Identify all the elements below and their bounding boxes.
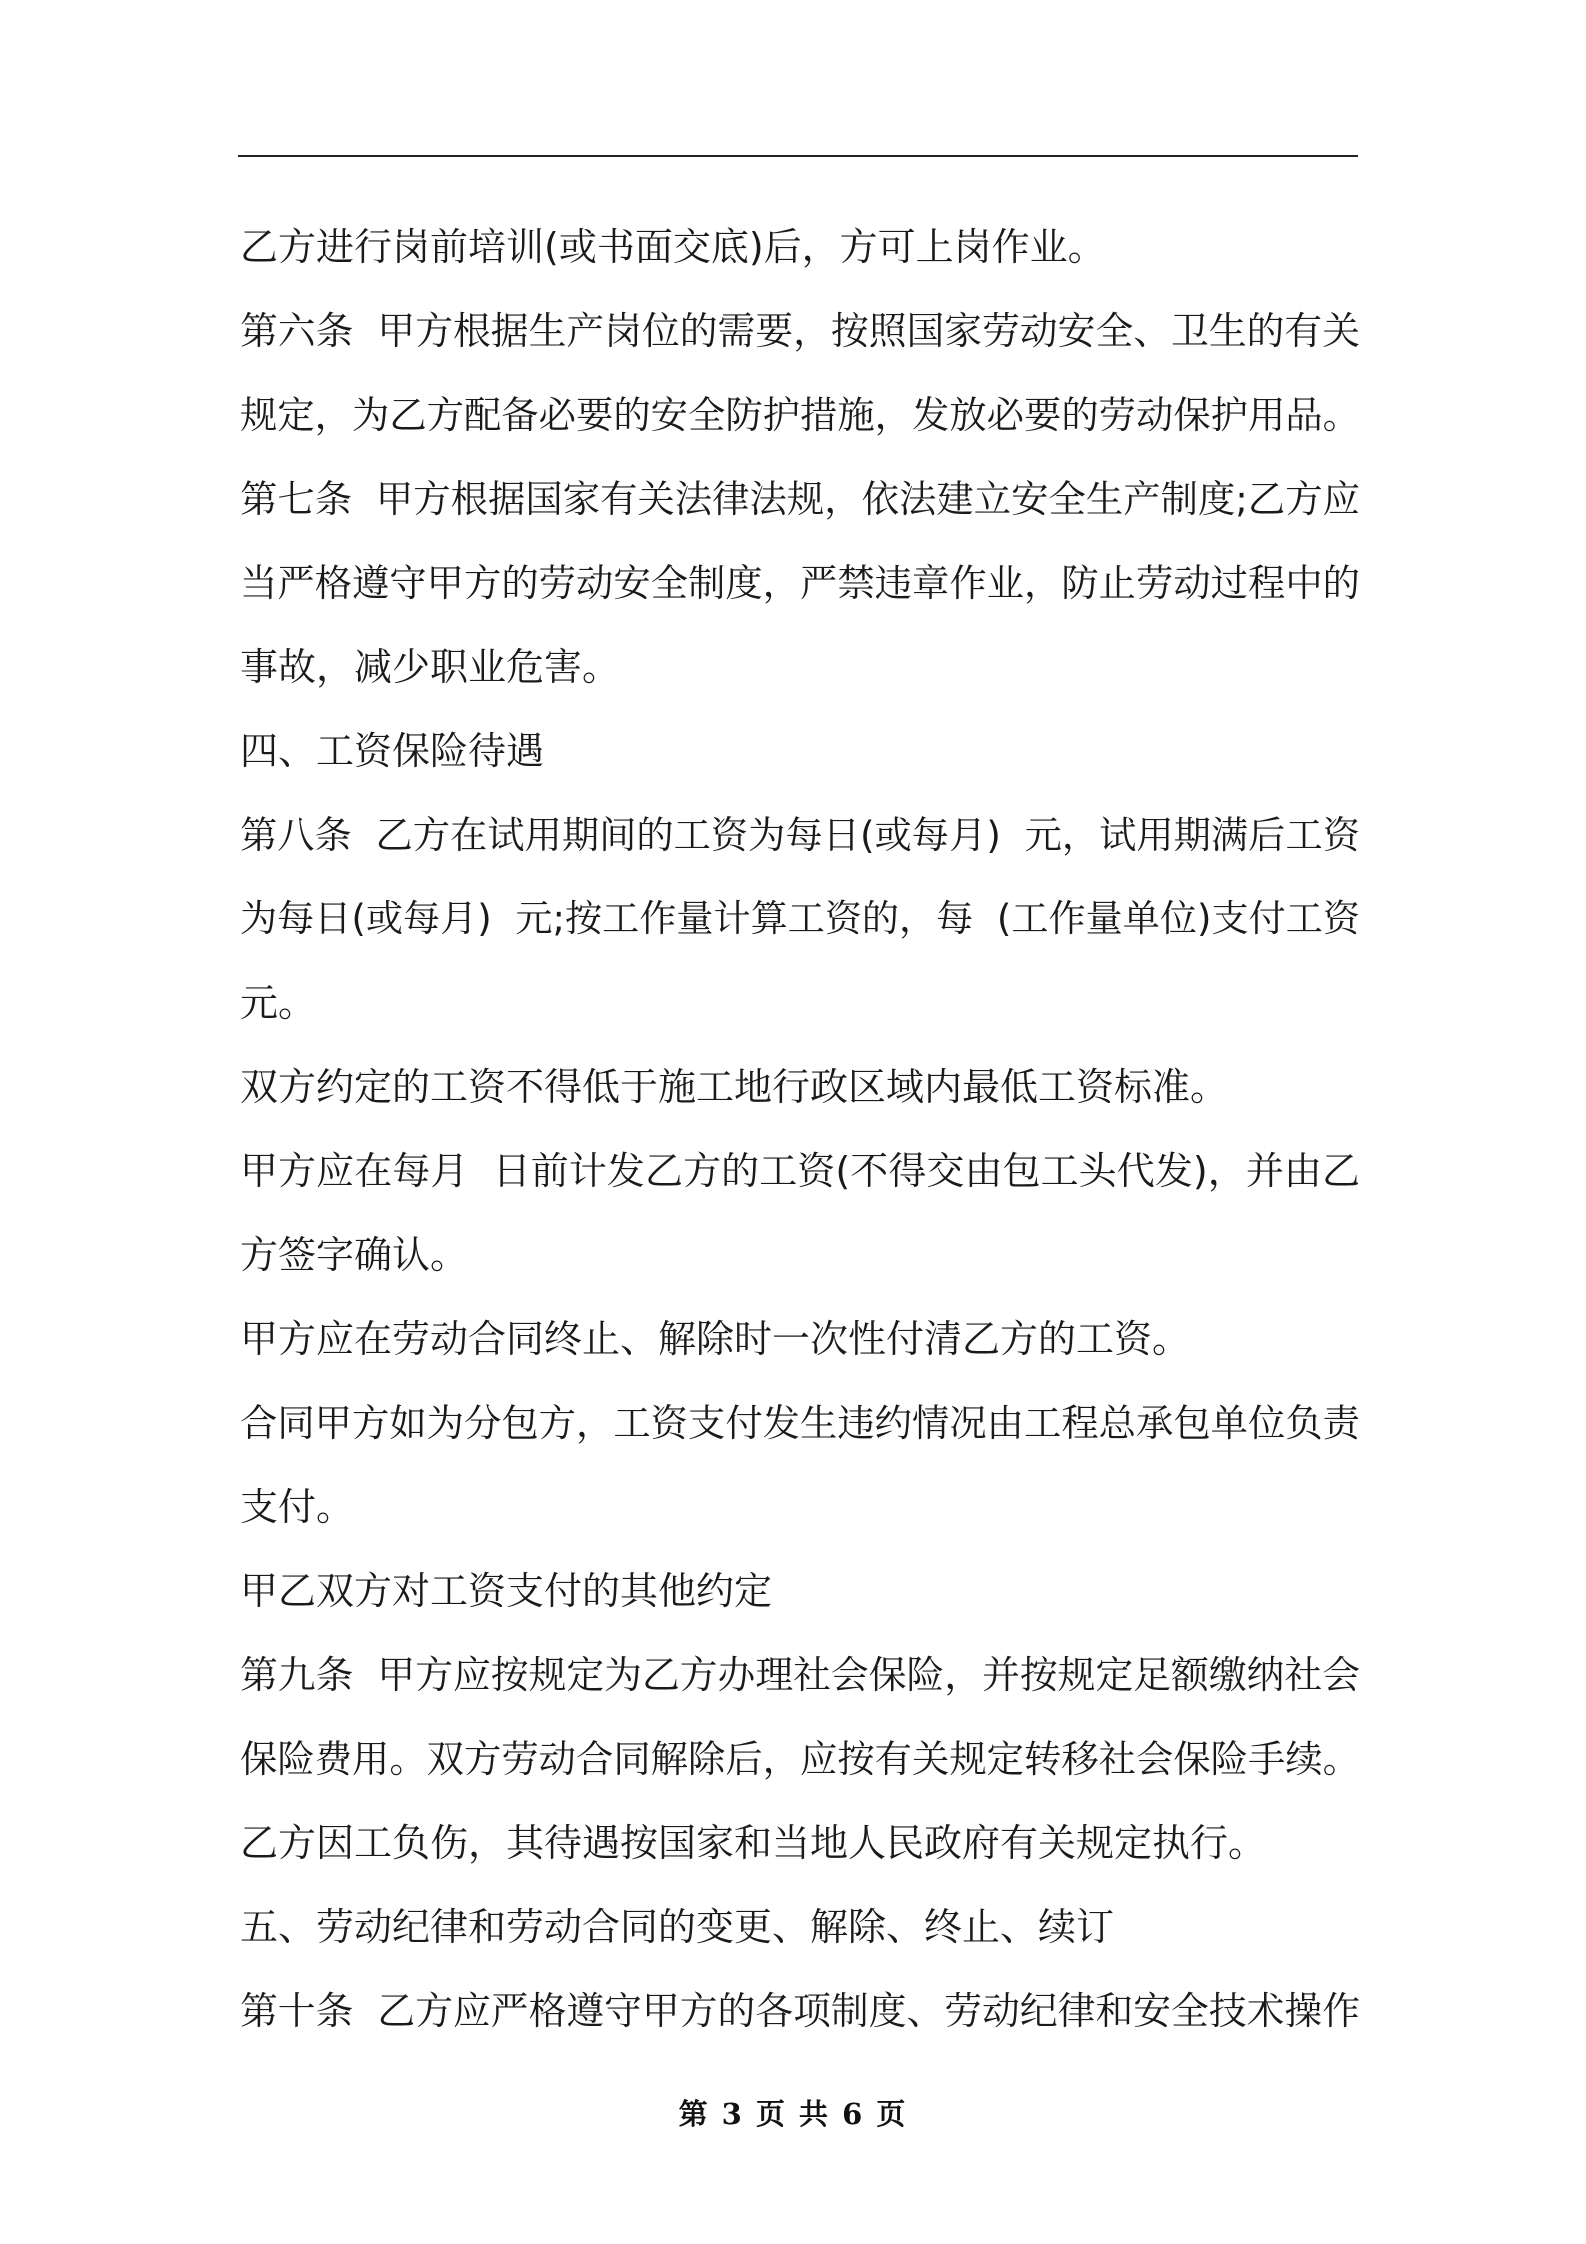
body-line: 第六条 甲方根据生产岗位的需要，按照国家劳动安全、卫生的有关 — [240, 309, 1360, 353]
body-line: 方签字确认。 — [240, 1233, 469, 1277]
body-line: 当严格遵守甲方的劳动安全制度，严禁违章作业，防止劳动过程中的 — [240, 561, 1360, 605]
body-line: 规定，为乙方配备必要的安全防护措施，发放必要的劳动保护用品。 — [240, 393, 1360, 437]
body-line: 甲乙双方对工资支付的其他约定 — [240, 1569, 773, 1613]
document-body — [240, 205, 1360, 2053]
body-line: 元。 — [240, 981, 317, 1025]
body-line: 保险费用。双方劳动合同解除后，应按有关规定转移社会保险手续。 — [240, 1737, 1360, 1781]
body-line: 合同甲方如为分包方，工资支付发生违约情况由工程总承包单位负责 — [240, 1401, 1360, 1445]
body-line: 甲方应在劳动合同终止、解除时一次性付清乙方的工资。 — [240, 1317, 1191, 1361]
header-rule — [238, 155, 1358, 157]
body-line: 乙方进行岗前培训(或书面交底)后，方可上岗作业。 — [240, 225, 1106, 269]
body-line: 双方约定的工资不得低于施工地行政区域内最低工资标准。 — [240, 1065, 1229, 1109]
page-number-footer: 第 3 页 共 6 页 — [678, 2097, 908, 2131]
body-line: 第七条 甲方根据国家有关法律法规，依法建立安全生产制度;乙方应 — [240, 477, 1360, 521]
body-line: 五、劳动纪律和劳动合同的变更、解除、终止、续订 — [240, 1905, 1115, 1949]
body-line: 甲方应在每月 日前计发乙方的工资(不得交由包工头代发)，并由乙 — [240, 1149, 1360, 1193]
body-line: 乙方因工负伤，其待遇按国家和当地人民政府有关规定执行。 — [240, 1821, 1267, 1865]
body-line: 事故，减少职业危害。 — [240, 645, 621, 689]
body-line: 四、工资保险待遇 — [240, 729, 545, 773]
body-line: 第八条 乙方在试用期间的工资为每日(或每月) 元，试用期满后工资 — [240, 813, 1360, 857]
body-line: 第十条 乙方应严格遵守甲方的各项制度、劳动纪律和安全技术操作 — [240, 1989, 1360, 2033]
body-line: 第九条 甲方应按规定为乙方办理社会保险，并按规定足额缴纳社会 — [240, 1653, 1360, 1697]
body-line: 为每日(或每月) 元;按工作量计算工资的，每 (工作量单位)支付工资 — [240, 897, 1360, 940]
body-line: 支付。 — [240, 1485, 355, 1529]
